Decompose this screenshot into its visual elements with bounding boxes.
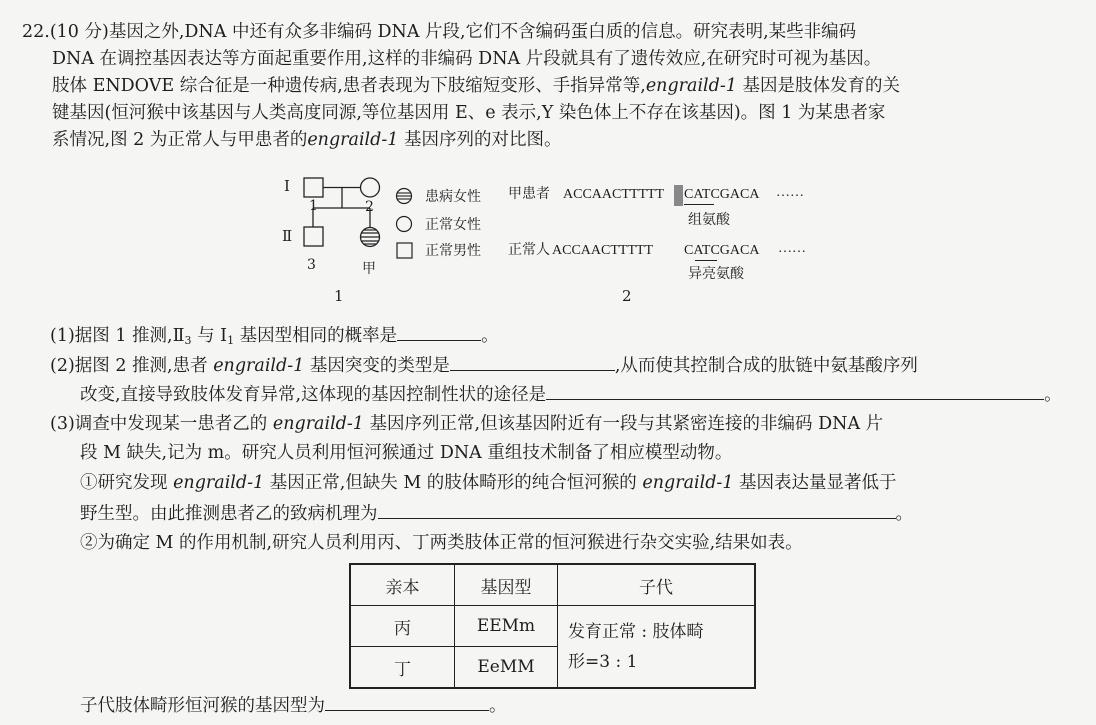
individual-number-1: 1 (309, 198, 318, 214)
q2-text: 改变,直接导致肢体发育异常,这体现的基因控制性状的途径是 (80, 385, 547, 405)
answer-blank-2b[interactable] (546, 381, 1044, 400)
q3-text: 野生型。由此推测患者乙的致病机理为 (80, 504, 378, 524)
q2-text: (2)据图 2 推测,患者 (50, 356, 214, 376)
q1-text: (1)据图 1 推测,Ⅱ (50, 326, 185, 346)
sub-question-1 (50, 322, 499, 354)
header-offspring: 子代 (558, 564, 756, 606)
pedigree-figure (280, 170, 490, 310)
intro-text: 基因是肢体发育的关 (736, 76, 900, 96)
legend-normal-male-icon (397, 243, 412, 258)
gene-name: engraild-1 (642, 473, 734, 493)
sub-question-3-part-1 (80, 470, 897, 496)
question-line-3 (52, 73, 900, 99)
legend-affected-female-icon (397, 189, 412, 204)
sub-question-3-part-1-line-2 (80, 500, 913, 527)
codon-underline (695, 260, 717, 261)
q3-text: ①研究发现 (80, 473, 174, 493)
legend-normal-female-icon (397, 217, 412, 232)
sub-question-3-final (80, 692, 507, 719)
parent-bing: 丙 (350, 606, 455, 647)
question-line-1 (22, 19, 856, 45)
answer-blank-2a[interactable] (450, 352, 615, 371)
sub-question-3-part-2: ②为确定 M 的作用机制,研究人员利用丙、丁两类肢体正常的恒河猴进行杂交实验,结果如表。 (80, 533, 803, 553)
cross-results-table (349, 563, 756, 689)
gene-name: engraild-1 (307, 130, 399, 150)
normal-seq-ellipsis: …… (778, 241, 806, 256)
pedigree-male-II3 (304, 227, 323, 246)
answer-blank-3a[interactable] (378, 500, 896, 519)
gene-name: engraild-1 (272, 414, 364, 434)
sub-question-2-line-2 (80, 381, 1062, 408)
offspring-ratio-line-1: 发育正常 : 肢体畸 (568, 621, 704, 642)
legend-affected-female-label: 患病女性 (425, 189, 481, 205)
gene-name: engraild-1 (173, 473, 265, 493)
q1-text: 与 Ⅰ (191, 326, 228, 346)
q3-text: 子代肢体畸形恒河猴的基因型为 (80, 696, 325, 716)
question-line-5 (52, 127, 561, 153)
patient-seq-part2: CATCGACA (684, 187, 760, 202)
patient-label: 甲患者 (508, 187, 550, 202)
offspring-ratio-line-2: 形=3 : 1 (568, 651, 638, 672)
patient-seq-part1: ACCAACTTTTT (563, 187, 665, 202)
offspring-ratio-cell (558, 606, 756, 689)
subscript: 3 (184, 334, 192, 347)
question-score: (10 分) (49, 22, 109, 42)
figure-2-caption: 2 (622, 287, 632, 305)
q3-text: 基因正常,但缺失 M 的肢体畸形的纯合恒河猴的 (264, 473, 643, 493)
sub-question-3-line-2: 段 M 缺失,记为 m。研究人员利用恒河猴通过 DNA 重组技术制备了相应模型动物。 (80, 443, 733, 463)
period: 。 (1044, 385, 1062, 405)
normal-label: 正常人 (508, 243, 550, 258)
q3-text: 基因表达量显著低于 (733, 473, 897, 493)
q2-text: ,从而使其控制合成的肽链中氨基酸序列 (614, 356, 918, 376)
generation-I-label: Ⅰ (284, 177, 290, 195)
codon-underline (684, 204, 714, 205)
patient-seq-ellipsis: …… (776, 185, 804, 200)
answer-blank-3b[interactable] (325, 692, 489, 711)
individual-number-3: 3 (307, 257, 316, 273)
gene-name: engraild-1 (645, 76, 737, 96)
pedigree-female-I2 (361, 178, 380, 197)
question-number: 22. (22, 22, 50, 42)
isoleucine-label: 异亮氨酸 (688, 267, 744, 282)
intro-text: 系情况,图 2 为正常人与甲患者的 (52, 130, 308, 150)
mutation-highlight (674, 185, 683, 206)
intro-text: 肢体 ENDOVE 综合征是一种遗传病,患者表现为下肢缩短变形、手指异常等, (52, 76, 646, 96)
question-line-2: DNA 在调控基因表达等方面起重要作用,这样的非编码 DNA 片段就具有了遗传效应,在研究时可视为基因。 (52, 49, 882, 69)
legend-normal-female-label: 正常女性 (425, 217, 481, 233)
q2-text: 基因突变的类型是 (304, 356, 450, 376)
period: 。 (481, 326, 499, 346)
q3-text: 基因序列正常,但该基因附近有一段与其紧密连接的非编码 DNA 片 (363, 414, 884, 434)
table-header-row (350, 564, 755, 606)
parent-ding: 丁 (350, 647, 455, 689)
question-line-4: 键基因(恒河猴中该基因与人类高度同源,等位基因用 E、e 表示,Y 染色体上不存在该基因)。图 1 为某患者家 (52, 103, 886, 123)
normal-seq-part2: CATCGACA (684, 243, 760, 258)
q1-text: 基因型相同的概率是 (234, 326, 398, 346)
header-parent: 亲本 (350, 564, 455, 606)
intro-text: 基因序列的对比图。 (398, 130, 562, 150)
q3-text: (3)调查中发现某一患者乙的 (50, 414, 273, 434)
individual-jia-label: 甲 (362, 261, 376, 277)
subscript: 1 (227, 334, 235, 347)
sub-question-2 (50, 352, 918, 379)
normal-seq-part1: ACCAACTTTTT (552, 243, 654, 258)
intro-text: 基因之外,DNA 中还有众多非编码 DNA 片段,它们不含编码蛋白质的信息。研究表明,某些非编码 (108, 22, 857, 42)
pedigree-male-I1 (304, 178, 323, 197)
genotype-bing: EEMm (455, 606, 558, 647)
pedigree-affected-female-jia (361, 228, 380, 247)
histidine-label: 组氨酸 (688, 213, 730, 228)
legend-normal-male-label: 正常男性 (425, 243, 481, 259)
sub-question-3 (50, 411, 883, 437)
generation-II-label: Ⅱ (282, 227, 293, 245)
period: 。 (489, 696, 507, 716)
answer-blank-1[interactable] (397, 322, 481, 341)
period: 。 (895, 504, 913, 524)
sequence-figure (508, 180, 828, 310)
header-genotype: 基因型 (455, 564, 558, 606)
figure-1-caption: 1 (334, 287, 344, 305)
table-row (350, 606, 755, 647)
genotype-ding: EeMM (455, 647, 558, 689)
individual-number-2: 2 (365, 199, 374, 215)
gene-name: engraild-1 (213, 356, 305, 376)
